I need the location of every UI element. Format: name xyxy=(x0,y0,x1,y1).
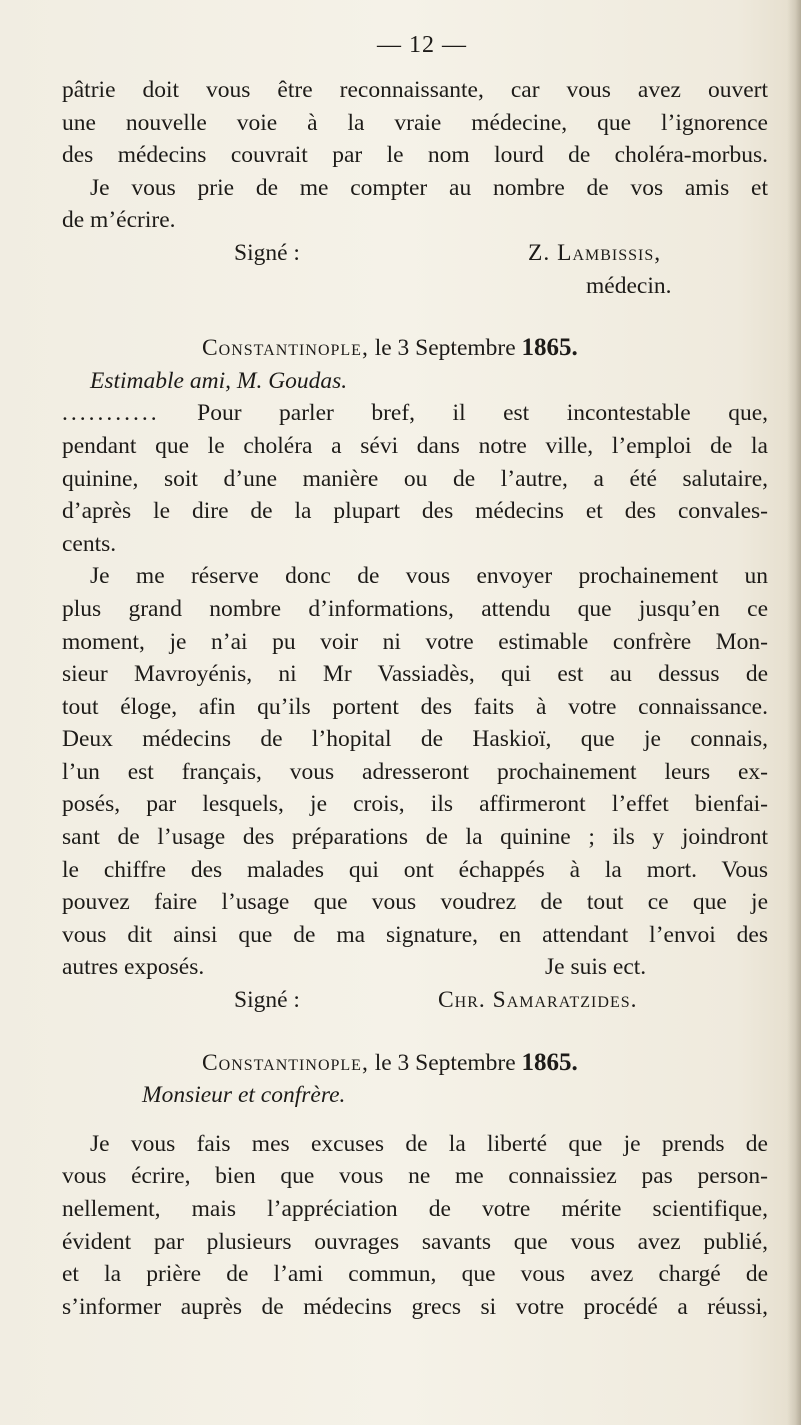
closing-right: Je suis ect. xyxy=(545,954,647,981)
closing-left: autres exposés. xyxy=(62,954,205,981)
dateline xyxy=(62,332,768,365)
letter-3 xyxy=(62,1047,768,1324)
paragraph-line: l’un est français, vous adresseront prochainement leurs ex- xyxy=(62,758,768,785)
paragraph-line: le chiffre des malades qui ont échappés à la mort. Vous xyxy=(62,856,768,883)
dateline-year: 1865. xyxy=(521,334,578,362)
spacer xyxy=(62,302,768,332)
page-number: — 12 — xyxy=(377,32,467,58)
paragraph-line-text: Pour parler bref, il est incontestable que, xyxy=(197,400,768,427)
letter-2 xyxy=(62,332,768,1016)
dateline-date: le 3 Septembre xyxy=(374,335,516,362)
text-body xyxy=(62,30,768,1323)
salutation: Estimable ami, M. Goudas. xyxy=(90,367,348,394)
paragraph-line: tout éloge, afin qu’ils portent des faits à votre connaissance. xyxy=(62,693,768,720)
paragraph-line: pâtrie doit vous être reconnaissante, car vous avez ouvert xyxy=(62,77,768,103)
paragraph-line: cents. xyxy=(62,530,117,557)
paragraph-line: vous dit ainsi que de ma signature, en attendant l’envoi des xyxy=(62,921,768,948)
paragraph-line: nellement, mais l’appréciation de votre mérite scientifique, xyxy=(62,1196,768,1222)
paragraph-line: sieur Mavroyénis, ni Mr Vassiadès, qui est au dessus de xyxy=(62,661,768,688)
signer-title: médecin. xyxy=(586,272,672,299)
dateline-place: Constantinople, xyxy=(202,335,369,362)
paragraph-line: d’après le dire de la plupart des médecins et des convales- xyxy=(62,498,768,525)
signature-row xyxy=(62,984,768,1017)
dateline-place: Constantinople, xyxy=(202,1049,369,1076)
paragraph-line: et la prière de l’ami commun, que vous avez chargé de xyxy=(62,1261,768,1288)
paragraph-line: posés, par lesquels, je crois, ils affirmeront l’effet bienfai- xyxy=(62,791,768,818)
dateline-year: 1865. xyxy=(521,1048,578,1076)
letter-1 xyxy=(62,74,768,302)
signer-title-row xyxy=(62,270,768,303)
dateline xyxy=(62,1047,768,1080)
paragraph-line: pendant que le choléra a sévi dans notre ville, l’emploi de la xyxy=(62,432,768,459)
paragraph-line: quinine, soit d’une manière ou de l’autre, a été salutaire, xyxy=(62,465,768,492)
paragraph-line: s’informer auprès de médecins grecs si votre procédé a réussi, xyxy=(62,1293,768,1320)
paragraph-line: pouvez faire l’usage que vous voudrez de tout ce que je xyxy=(62,889,768,916)
signer-name: Chr. Samaratzides. xyxy=(438,987,638,1014)
paragraph-line: moment, je n’ai pu voir ni votre estimable confrère Mon- xyxy=(62,628,768,655)
paragraph-line: Je me réserve donc de vous envoyer prochainement un xyxy=(90,563,768,590)
paragraph-line xyxy=(62,397,768,430)
spacer xyxy=(62,1112,768,1128)
paragraph-line: évident par plusieurs ouvrages savants que vous avez publié, xyxy=(62,1228,768,1255)
paragraph-line: de m’écrire. xyxy=(62,207,176,234)
signer-name: Z. Lambissis, xyxy=(528,239,662,266)
signature-row xyxy=(62,237,768,270)
paragraph-line: des médecins couvrait par le nom lourd de choléra-morbus. xyxy=(62,142,768,169)
paragraph-line: Deux médecins de l’hopital de Haskioï, que je connais, xyxy=(62,726,768,753)
paragraph-line: plus grand nombre d’informations, attendu que jusqu’en ce xyxy=(62,595,768,622)
spacer xyxy=(62,1017,768,1047)
paragraph-line: vous écrire, bien que vous ne me connaissiez pas person- xyxy=(62,1163,768,1190)
paragraph-line: sant de l’usage des préparations de la quinine ; ils y joindront xyxy=(62,824,768,851)
paragraph-line: Je vous fais mes excuses de la liberté que je prends de xyxy=(90,1130,768,1157)
salutation: Monsieur et confrère. xyxy=(142,1082,346,1109)
signed-label: Signé : xyxy=(234,987,300,1014)
paragraph-line: une nouvelle voie à la vraie médecine, que l’ignorence xyxy=(62,109,768,136)
closing-row xyxy=(62,951,768,984)
dateline-date: le 3 Septembre xyxy=(374,1049,516,1076)
page-edge-shadow xyxy=(787,0,801,1425)
paragraph-line: Je vous prie de me compter au nombre de vos amis et xyxy=(90,174,768,201)
ellipsis: ........... xyxy=(62,400,160,427)
signed-label: Signé : xyxy=(234,239,300,266)
